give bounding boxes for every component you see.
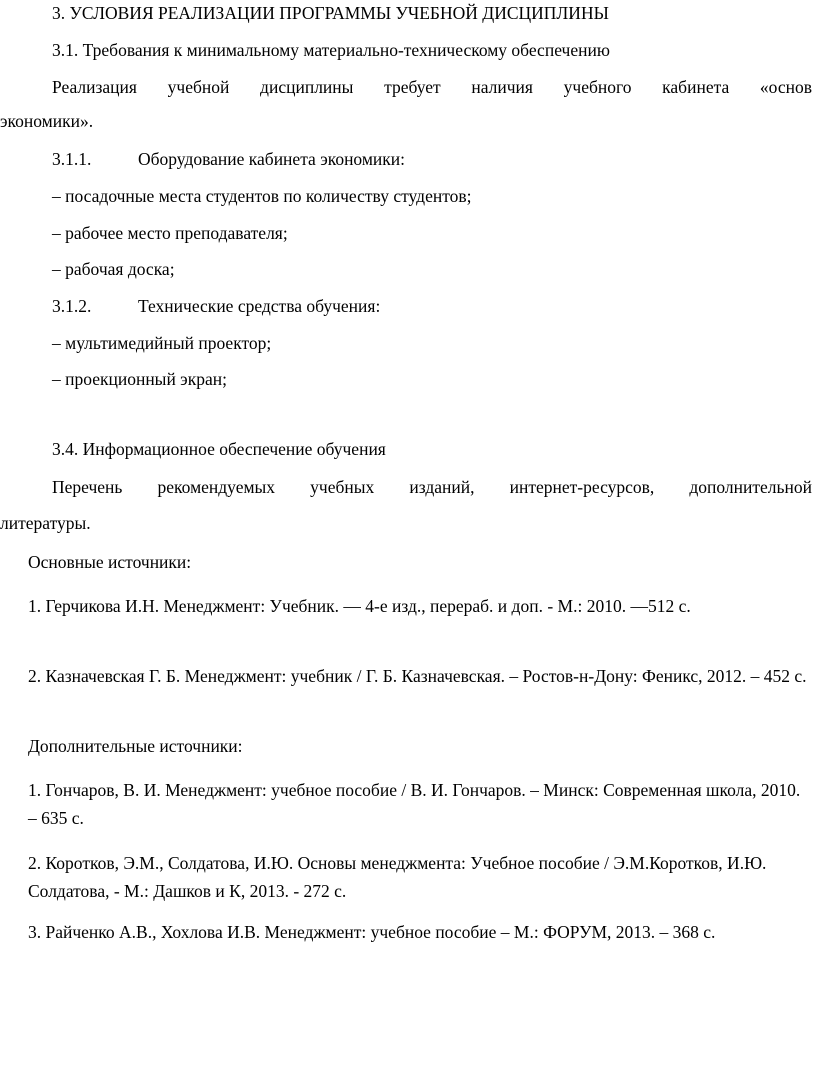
list-item: – проекционный экран; (52, 369, 227, 389)
paragraph-line: Перечень рекомендуемых учебных изданий, интернет-ресурсов, дополнительной (52, 477, 812, 497)
list-item: – посадочные места студентов по количеству студентов; (52, 186, 472, 206)
subsection-heading-text: Оборудование кабинета экономики: (138, 149, 406, 169)
source-item: 2. Коротков, Э.М., Солдатова, И.Ю. Основы менеджмента: Учебное пособие / Э.М.Коротков, И.Ю. Солдатова, - М.: Дашков и К, 2013. - 272 с. (28, 853, 767, 901)
list-item: – мультимедийный проектор; (52, 333, 272, 353)
subsection-title: 3.4. Информационное обеспечение обучения (52, 439, 386, 459)
source-item: 3. Райченко А.В., Хохлова И.В. Менеджмент: учебное пособие – М.: ФОРУМ, 2013. – 368 с. (28, 922, 716, 942)
paragraph-line: экономики». (0, 111, 94, 131)
subsection-heading (52, 296, 380, 317)
sources-heading: Основные источники: (28, 552, 192, 572)
subsection-number: 3.1.2. (52, 296, 92, 316)
source-item: 1. Герчикова И.Н. Менеджмент: Учебник. — 4-е изд., перераб. и доп. - М.: 2010. —512 с. (28, 596, 691, 616)
subsection-title: 3.1. Требования к минимальному материально-техническому обеспечению (52, 40, 610, 60)
subsection-heading (52, 149, 405, 170)
list-item: – рабочее место преподавателя; (52, 223, 288, 243)
paragraph-line: Реализация учебной дисциплины требует наличия учебного кабинета «основ (52, 77, 812, 97)
section-title: 3. УСЛОВИЯ РЕАЛИЗАЦИИ ПРОГРАММЫ УЧЕБНОЙ ДИСЦИПЛИНЫ (52, 3, 609, 23)
subsection-number: 3.1.1. (52, 149, 92, 169)
source-item: 1. Гончаров, В. И. Менеджмент: учебное пособие / В. И. Гончаров. – Минск: Современная школа, 2010. – 635 с. (28, 780, 801, 828)
paragraph-line: литературы. (0, 513, 91, 533)
sources-heading: Дополнительные источники: (28, 736, 243, 756)
subsection-heading-text: Технические средства обучения: (138, 296, 381, 316)
source-item: 2. Казначевская Г. Б. Менеджмент: учебник / Г. Б. Казначевская. – Ростов-н-Дону: Феникс, 2012. – 452 с. (28, 666, 807, 686)
list-item: – рабочая доска; (52, 259, 175, 279)
